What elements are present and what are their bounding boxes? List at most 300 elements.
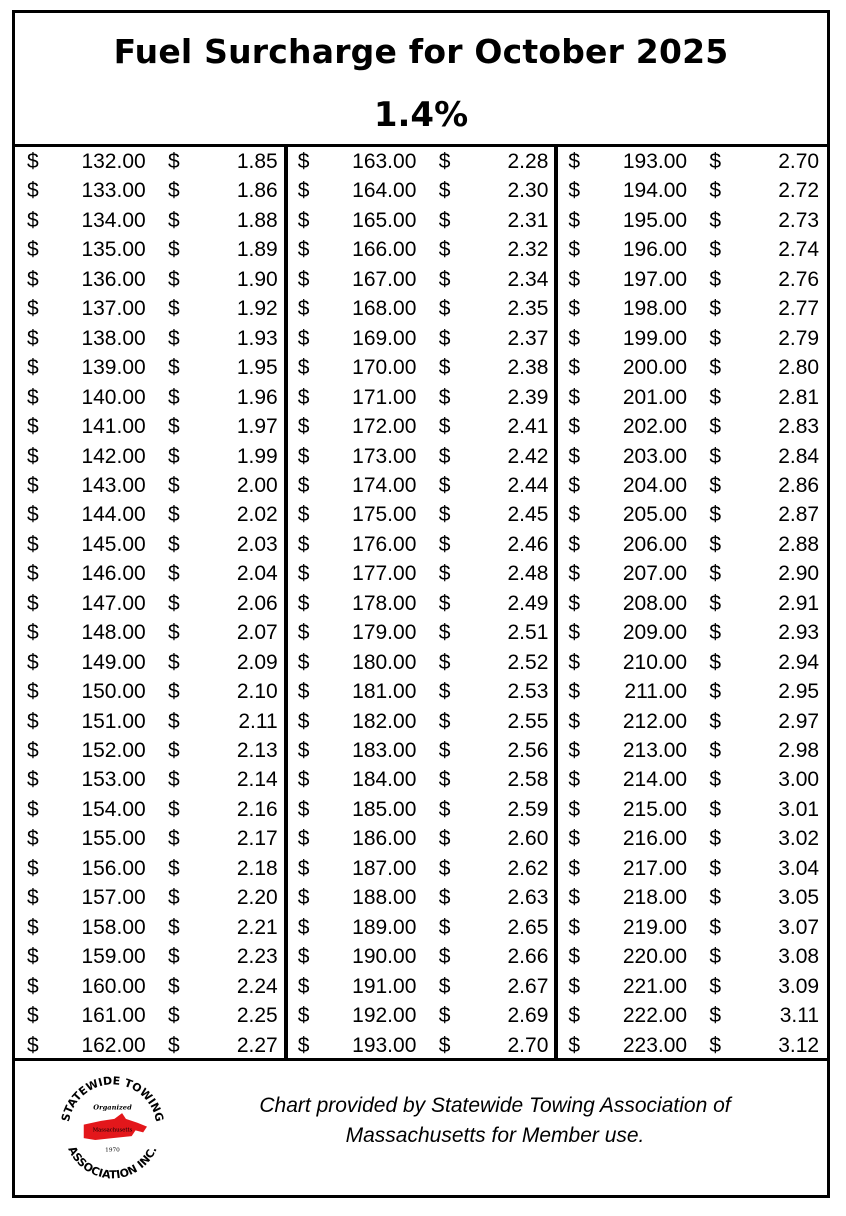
dollar-sign: $ (297, 680, 310, 704)
dollar-sign: $ (168, 797, 180, 821)
table-row (286, 883, 557, 912)
table-row (556, 412, 827, 441)
surcharge-cell: 2.65 (507, 915, 549, 939)
dollar-sign: $ (27, 297, 39, 321)
table-row (15, 442, 286, 471)
dollar-sign: $ (568, 297, 581, 321)
table-row (556, 972, 827, 1001)
amount-cell: 159.00 (81, 945, 146, 969)
surcharge-cell: 2.38 (507, 356, 549, 380)
amount-cell: 179.00 (352, 621, 417, 645)
amount-cell: 201.00 (622, 385, 688, 409)
surcharge-cell: 2.51 (507, 621, 549, 645)
dollar-sign: $ (297, 473, 310, 497)
column-divider (554, 147, 558, 1058)
dollar-sign: $ (168, 179, 180, 203)
dollar-sign: $ (438, 591, 451, 615)
surcharge-table (15, 147, 827, 1058)
surcharge-cell: 2.44 (507, 473, 549, 497)
dollar-sign: $ (709, 974, 722, 998)
table-row (556, 589, 827, 618)
dollar-sign: $ (438, 797, 451, 821)
surcharge-cell: 2.34 (507, 267, 549, 291)
table-row (556, 913, 827, 942)
document-frame (12, 10, 830, 1198)
surcharge-cell: 2.97 (778, 709, 820, 733)
table-row (15, 471, 286, 500)
amount-cell: 157.00 (81, 886, 146, 910)
dollar-sign: $ (297, 915, 310, 939)
dollar-sign: $ (568, 326, 581, 350)
dollar-sign: $ (568, 415, 581, 439)
amount-cell: 215.00 (622, 797, 688, 821)
dollar-sign: $ (709, 915, 722, 939)
dollar-sign: $ (568, 356, 581, 380)
dollar-sign: $ (568, 179, 581, 203)
dollar-sign: $ (168, 150, 180, 173)
amount-cell: 211.00 (624, 680, 688, 704)
surcharge-cell: 2.09 (236, 650, 278, 674)
dollar-sign: $ (168, 945, 180, 969)
surcharge-cell: 2.35 (507, 297, 549, 321)
table-row (15, 942, 286, 971)
dollar-sign: $ (297, 179, 310, 203)
dollar-sign: $ (297, 739, 310, 762)
table-row (15, 353, 286, 382)
dollar-sign: $ (438, 1033, 451, 1057)
dollar-sign: $ (168, 1033, 180, 1057)
dollar-sign: $ (709, 179, 722, 203)
dollar-sign: $ (438, 238, 451, 262)
amount-cell: 132.00 (81, 150, 146, 173)
table-row (556, 883, 827, 912)
amount-cell: 161.00 (81, 1004, 146, 1028)
table-row (286, 442, 557, 471)
table-row (556, 500, 827, 529)
amount-cell: 169.00 (352, 326, 417, 350)
amount-cell: 194.00 (622, 179, 688, 203)
table-row (286, 648, 557, 677)
table-row (286, 353, 557, 382)
table-row (556, 707, 827, 736)
surcharge-cell: 3.12 (778, 1033, 820, 1057)
dollar-sign: $ (709, 709, 722, 733)
amount-cell: 158.00 (81, 915, 146, 939)
surcharge-cell: 2.53 (507, 680, 549, 704)
amount-cell: 193.00 (352, 1033, 417, 1057)
table-row (556, 530, 827, 559)
amount-cell: 153.00 (81, 768, 146, 792)
amount-cell: 186.00 (352, 827, 417, 851)
surcharge-cell: 2.49 (507, 591, 549, 615)
amount-cell: 176.00 (352, 532, 417, 556)
dollar-sign: $ (297, 827, 310, 851)
dollar-sign: $ (438, 532, 451, 556)
dollar-sign: $ (568, 886, 581, 910)
amount-cell: 218.00 (622, 886, 688, 910)
surcharge-cell: 3.01 (778, 797, 820, 821)
surcharge-cell: 2.11 (238, 709, 278, 733)
dollar-sign: $ (709, 856, 722, 880)
page-title: Fuel Surcharge for October 2025 (113, 32, 729, 71)
surcharge-cell: 2.16 (236, 797, 278, 821)
table-row (556, 854, 827, 883)
table-row (556, 383, 827, 412)
dollar-sign: $ (168, 915, 180, 939)
surcharge-cell: 2.60 (507, 827, 549, 851)
dollar-sign: $ (168, 297, 180, 321)
surcharge-cell: 2.70 (778, 150, 820, 173)
dollar-sign: $ (568, 621, 581, 645)
amount-cell: 174.00 (352, 473, 417, 497)
amount-cell: 166.00 (352, 238, 417, 262)
table-row (286, 1001, 557, 1030)
surcharge-cell: 2.30 (507, 179, 549, 203)
surcharge-cell: 2.14 (236, 768, 278, 792)
dollar-sign: $ (709, 267, 722, 291)
surcharge-cell: 3.07 (778, 915, 820, 939)
dollar-sign: $ (709, 503, 722, 527)
amount-cell: 208.00 (622, 591, 688, 615)
amount-cell: 203.00 (622, 444, 688, 468)
table-row (15, 176, 286, 205)
dollar-sign: $ (168, 267, 180, 291)
table-row (556, 824, 827, 853)
table-row (556, 677, 827, 706)
dollar-sign: $ (27, 179, 39, 203)
dollar-sign: $ (297, 150, 310, 173)
table-row (15, 265, 286, 294)
amount-cell: 155.00 (81, 827, 146, 851)
dollar-sign: $ (297, 1033, 310, 1057)
dollar-sign: $ (709, 650, 722, 674)
dollar-sign: $ (27, 621, 39, 645)
dollar-sign: $ (438, 945, 451, 969)
dollar-sign: $ (297, 208, 310, 232)
surcharge-cell: 2.90 (778, 562, 820, 586)
dollar-sign: $ (297, 444, 310, 468)
dollar-sign: $ (297, 238, 310, 262)
surcharge-cell: 2.28 (507, 150, 549, 173)
dollar-sign: $ (297, 768, 310, 792)
amount-cell: 197.00 (622, 267, 688, 291)
dollar-sign: $ (709, 591, 722, 615)
dollar-sign: $ (168, 886, 180, 910)
surcharge-cell: 2.62 (507, 856, 549, 880)
surcharge-cell: 2.91 (778, 591, 820, 615)
amount-cell: 142.00 (81, 444, 146, 468)
surcharge-cell: 2.73 (778, 208, 820, 232)
amount-cell: 143.00 (81, 473, 146, 497)
amount-cell: 140.00 (81, 385, 146, 409)
table-row (15, 147, 286, 176)
dollar-sign: $ (168, 385, 180, 409)
dollar-sign: $ (709, 886, 722, 910)
dollar-sign: $ (27, 650, 39, 674)
amount-cell: 141.00 (81, 415, 146, 439)
table-row (556, 176, 827, 205)
amount-cell: 189.00 (352, 915, 417, 939)
dollar-sign: $ (709, 444, 722, 468)
dollar-sign: $ (297, 591, 310, 615)
table-row (15, 383, 286, 412)
amount-cell: 205.00 (622, 503, 688, 527)
surcharge-cell: 2.59 (507, 797, 549, 821)
surcharge-cell: 2.39 (507, 385, 549, 409)
dollar-sign: $ (297, 621, 310, 645)
dollar-sign: $ (168, 444, 180, 468)
dollar-sign: $ (168, 326, 180, 350)
table-row (286, 677, 557, 706)
dollar-sign: $ (709, 208, 722, 232)
table-row (286, 736, 557, 765)
surcharge-cell: 2.13 (236, 739, 278, 762)
dollar-sign: $ (27, 444, 39, 468)
table-row (15, 854, 286, 883)
dollar-sign: $ (568, 267, 581, 291)
table-row (15, 412, 286, 441)
table-row (15, 972, 286, 1001)
surcharge-cell: 2.63 (507, 886, 549, 910)
amount-cell: 223.00 (622, 1033, 688, 1057)
surcharge-cell: 1.90 (236, 267, 278, 291)
dollar-sign: $ (438, 179, 451, 203)
table-row (286, 707, 557, 736)
table-row (15, 707, 286, 736)
dollar-sign: $ (568, 768, 581, 792)
surcharge-cell: 2.25 (236, 1004, 278, 1028)
table-row (556, 765, 827, 794)
amount-cell: 144.00 (81, 503, 146, 527)
amount-cell: 200.00 (622, 356, 688, 380)
dollar-sign: $ (568, 797, 581, 821)
table-column (286, 147, 557, 1058)
table-column (15, 147, 286, 1058)
dollar-sign: $ (568, 856, 581, 880)
table-row (286, 324, 557, 353)
dollar-sign: $ (168, 621, 180, 645)
dollar-sign: $ (27, 208, 39, 232)
table-row (15, 795, 286, 824)
dollar-sign: $ (27, 532, 39, 556)
dollar-sign: $ (438, 621, 451, 645)
table-row (286, 942, 557, 971)
surcharge-cell: 2.37 (507, 326, 549, 350)
amount-cell: 222.00 (622, 1004, 688, 1028)
amount-cell: 192.00 (352, 1004, 417, 1028)
surcharge-cell: 2.20 (236, 886, 278, 910)
dollar-sign: $ (438, 297, 451, 321)
amount-cell: 152.00 (81, 739, 146, 762)
dollar-sign: $ (27, 974, 39, 998)
dollar-sign: $ (568, 974, 581, 998)
surcharge-cell: 2.77 (778, 297, 820, 321)
table-row (286, 206, 557, 235)
footer (15, 1058, 827, 1198)
table-row (286, 235, 557, 264)
dollar-sign: $ (27, 856, 39, 880)
amount-cell: 178.00 (352, 591, 417, 615)
table-row (286, 913, 557, 942)
dollar-sign: $ (27, 680, 39, 704)
surcharge-cell: 2.55 (507, 709, 549, 733)
amount-cell: 206.00 (622, 532, 688, 556)
amount-cell: 181.00 (352, 680, 417, 704)
amount-cell: 190.00 (352, 945, 417, 969)
surcharge-cell: 2.70 (507, 1033, 549, 1057)
table-row (15, 235, 286, 264)
surcharge-cell: 2.83 (778, 415, 820, 439)
table-row (15, 648, 286, 677)
surcharge-cell: 3.08 (778, 945, 820, 969)
surcharge-cell: 2.95 (778, 680, 820, 704)
dollar-sign: $ (438, 326, 451, 350)
dollar-sign: $ (27, 150, 39, 173)
amount-cell: 177.00 (352, 562, 417, 586)
dollar-sign: $ (438, 680, 451, 704)
dollar-sign: $ (709, 150, 722, 173)
surcharge-cell: 2.03 (236, 532, 278, 556)
dollar-sign: $ (709, 238, 722, 262)
svg-text:STATEWIDE TOWING (59, 1074, 166, 1123)
amount-cell: 164.00 (352, 179, 417, 203)
dollar-sign: $ (27, 886, 39, 910)
table-row (556, 324, 827, 353)
amount-cell: 180.00 (352, 650, 417, 674)
surcharge-cell: 3.04 (778, 856, 820, 880)
table-row (15, 1001, 286, 1030)
dollar-sign: $ (27, 1033, 39, 1057)
amount-cell: 149.00 (81, 650, 146, 674)
amount-cell: 214.00 (622, 768, 688, 792)
table-row (286, 294, 557, 323)
dollar-sign: $ (297, 356, 310, 380)
logo-organized-text: Organized (93, 1103, 132, 1112)
amount-cell: 193.00 (622, 150, 688, 173)
table-row (556, 471, 827, 500)
dollar-sign: $ (568, 150, 581, 173)
dollar-sign: $ (27, 385, 39, 409)
dollar-sign: $ (168, 680, 180, 704)
dollar-sign: $ (568, 709, 581, 733)
dollar-sign: $ (27, 356, 39, 380)
column-divider (284, 147, 288, 1058)
dollar-sign: $ (568, 503, 581, 527)
dollar-sign: $ (568, 238, 581, 262)
surcharge-cell: 2.07 (236, 621, 278, 645)
dollar-sign: $ (709, 356, 722, 380)
footer-note: Chart provided by Statewide Towing Association of Massachusetts for Member use. (259, 1094, 731, 1147)
dollar-sign: $ (297, 797, 310, 821)
surcharge-cell: 3.02 (778, 827, 820, 851)
dollar-sign: $ (438, 1004, 451, 1028)
amount-cell: 220.00 (622, 945, 688, 969)
surcharge-cell: 2.93 (778, 621, 820, 645)
dollar-sign: $ (438, 562, 451, 586)
amount-cell: 162.00 (81, 1033, 146, 1057)
dollar-sign: $ (27, 945, 39, 969)
table-row (286, 795, 557, 824)
surcharge-cell: 2.46 (507, 532, 549, 556)
surcharge-cell: 2.84 (778, 444, 820, 468)
surcharge-cell: 1.89 (236, 238, 278, 262)
dollar-sign: $ (438, 208, 451, 232)
dollar-sign: $ (568, 945, 581, 969)
amount-cell: 217.00 (622, 856, 688, 880)
dollar-sign: $ (568, 444, 581, 468)
table-row (286, 530, 557, 559)
dollar-sign: $ (709, 562, 722, 586)
amount-cell: 148.00 (81, 621, 146, 645)
amount-cell: 167.00 (352, 267, 417, 291)
dollar-sign: $ (297, 503, 310, 527)
table-row (556, 942, 827, 971)
dollar-sign: $ (168, 709, 180, 733)
dollar-sign: $ (297, 532, 310, 556)
dollar-sign: $ (27, 326, 39, 350)
dollar-sign: $ (568, 1004, 581, 1028)
surcharge-cell: 1.88 (236, 208, 278, 232)
dollar-sign: $ (438, 915, 451, 939)
dollar-sign: $ (168, 208, 180, 232)
dollar-sign: $ (168, 415, 180, 439)
dollar-sign: $ (709, 680, 722, 704)
table-row (15, 589, 286, 618)
table-row (15, 765, 286, 794)
surcharge-cell: 2.32 (507, 238, 549, 262)
dollar-sign: $ (568, 650, 581, 674)
table-column (556, 147, 827, 1058)
dollar-sign: $ (438, 150, 451, 173)
amount-cell: 139.00 (81, 356, 146, 380)
dollar-sign: $ (168, 473, 180, 497)
table-row (556, 559, 827, 588)
surcharge-cell: 3.05 (778, 886, 820, 910)
dollar-sign: $ (168, 591, 180, 615)
table-row (556, 442, 827, 471)
surcharge-cell: 2.31 (507, 208, 549, 232)
dollar-sign: $ (168, 739, 180, 762)
amount-cell: 182.00 (352, 709, 417, 733)
dollar-sign: $ (438, 886, 451, 910)
surcharge-cell: 2.80 (778, 356, 820, 380)
surcharge-cell: 2.10 (236, 680, 278, 704)
dollar-sign: $ (709, 945, 722, 969)
surcharge-cell: 1.97 (236, 415, 278, 439)
surcharge-cell: 2.98 (778, 739, 820, 762)
dollar-sign: $ (297, 297, 310, 321)
dollar-sign: $ (438, 415, 451, 439)
surcharge-cell: 1.85 (236, 150, 278, 173)
amount-cell: 212.00 (622, 709, 688, 733)
dollar-sign: $ (438, 503, 451, 527)
dollar-sign: $ (297, 709, 310, 733)
dollar-sign: $ (709, 739, 722, 762)
dollar-sign: $ (568, 915, 581, 939)
amount-cell: 154.00 (81, 797, 146, 821)
table-row (15, 736, 286, 765)
surcharge-cell: 2.21 (236, 915, 278, 939)
dollar-sign: $ (568, 739, 581, 762)
dollar-sign: $ (709, 532, 722, 556)
amount-cell: 175.00 (352, 503, 417, 527)
amount-cell: 191.00 (352, 974, 417, 998)
amount-cell: 188.00 (352, 886, 417, 910)
table-row (556, 147, 827, 176)
dollar-sign: $ (568, 562, 581, 586)
table-row (556, 618, 827, 647)
dollar-sign: $ (27, 562, 39, 586)
